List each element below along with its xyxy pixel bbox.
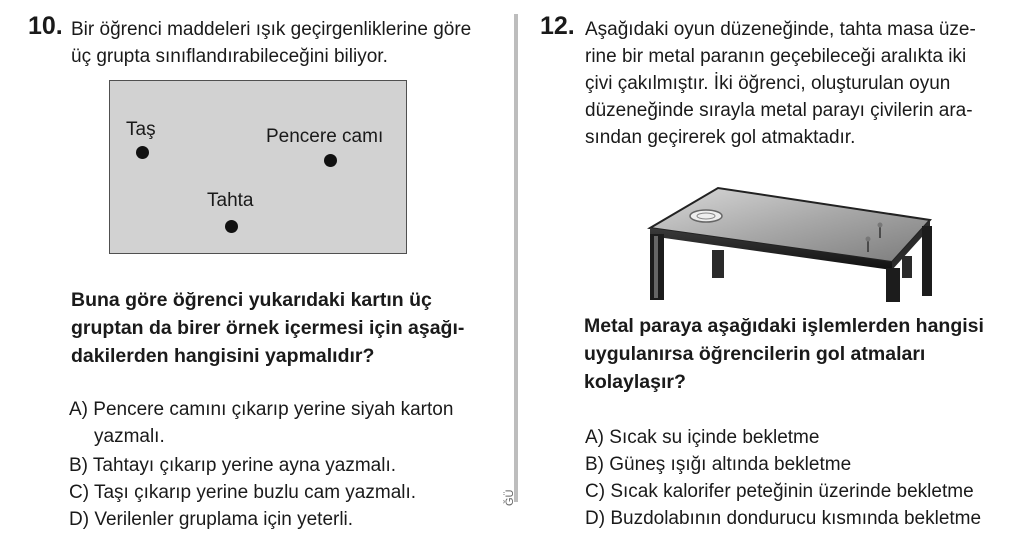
table-leg-back-right <box>902 256 912 278</box>
game-table-illustration <box>630 180 950 302</box>
question-10-prompt-line-1: Buna göre öğrenci yukarıdaki kartın üç <box>71 289 432 311</box>
column-divider <box>514 14 518 502</box>
question-12-prompt-line-3: kolaylaşır? <box>584 371 686 393</box>
nail-2-head <box>878 223 883 228</box>
question-12-option-a[interactable]: A) Sıcak su içinde bekletme <box>585 427 820 448</box>
footer-mark: ĞÜ <box>504 489 516 506</box>
question-10-prompt-line-3: dakilerden hangisini yapmalıdır? <box>71 345 375 367</box>
table-leg-front-right <box>886 268 900 302</box>
question-10-option-d[interactable]: D) Verilenler gruplama için yeterli. <box>69 509 354 530</box>
table-leg-front-left-highlight <box>654 236 658 298</box>
card-dot-window-glass <box>324 154 337 167</box>
card-dot-stone <box>136 146 149 159</box>
metal-coin <box>690 210 722 222</box>
material-card <box>109 80 407 254</box>
card-dot-wood <box>225 220 238 233</box>
card-label-window-glass: Pencere camı <box>266 126 384 147</box>
question-10-option-c[interactable]: C) Taşı çıkarıp yerine buzlu cam yazmalı. <box>69 482 417 503</box>
question-12-stem-line-4: düzeneğinde sırayla metal parayı çivilerin ara- <box>585 100 973 121</box>
question-10-stem-line-2: üç grupta sınıflandırabileceğini biliyor. <box>71 46 388 67</box>
card-label-stone: Taş <box>126 119 156 140</box>
question-10-number: 10. <box>28 12 63 40</box>
question-10-option-a-continued: yazmalı. <box>94 426 165 447</box>
question-12-option-c[interactable]: C) Sıcak kalorifer peteğinin üzerinde bekletme <box>585 481 974 502</box>
question-12-stem-line-1: Aşağıdaki oyun düzeneğinde, tahta masa üze- <box>585 19 976 40</box>
question-10-stem-line-1: Bir öğrenci maddeleri ışık geçirgenliklerine göre <box>71 19 472 40</box>
card-label-wood: Tahta <box>207 190 254 211</box>
table-leg-back-left <box>712 250 724 278</box>
question-12-prompt-line-1: Metal paraya aşağıdaki işlemlerden hangisi <box>584 315 984 337</box>
question-12-number: 12. <box>540 12 575 40</box>
question-12-stem-line-5: sından geçirerek gol atmaktadır. <box>585 127 856 148</box>
nail-1-head <box>866 237 871 242</box>
question-12-prompt-line-2: uygulanırsa öğrencilerin gol atmaları <box>584 343 926 365</box>
question-12-stem-line-2: rine bir metal paranın geçebileceği aralıkta iki <box>585 46 967 67</box>
question-12-stem-line-3: çivi çakılmıştır. İki öğrenci, oluşturulan oyun <box>585 73 951 94</box>
question-12-option-d[interactable]: D) Buzdolabının dondurucu kısmında bekletme <box>585 508 982 529</box>
question-10-option-a[interactable]: A) Pencere camını çıkarıp yerine siyah karton <box>69 399 454 420</box>
question-10-option-b[interactable]: B) Tahtayı çıkarıp yerine ayna yazmalı. <box>69 455 397 476</box>
question-12-option-b[interactable]: B) Güneş ışığı altında bekletme <box>585 454 852 475</box>
table-leg-side-right <box>922 226 932 296</box>
question-10-prompt-line-2: gruptan da birer örnek içermesi için aşağı- <box>71 317 465 339</box>
